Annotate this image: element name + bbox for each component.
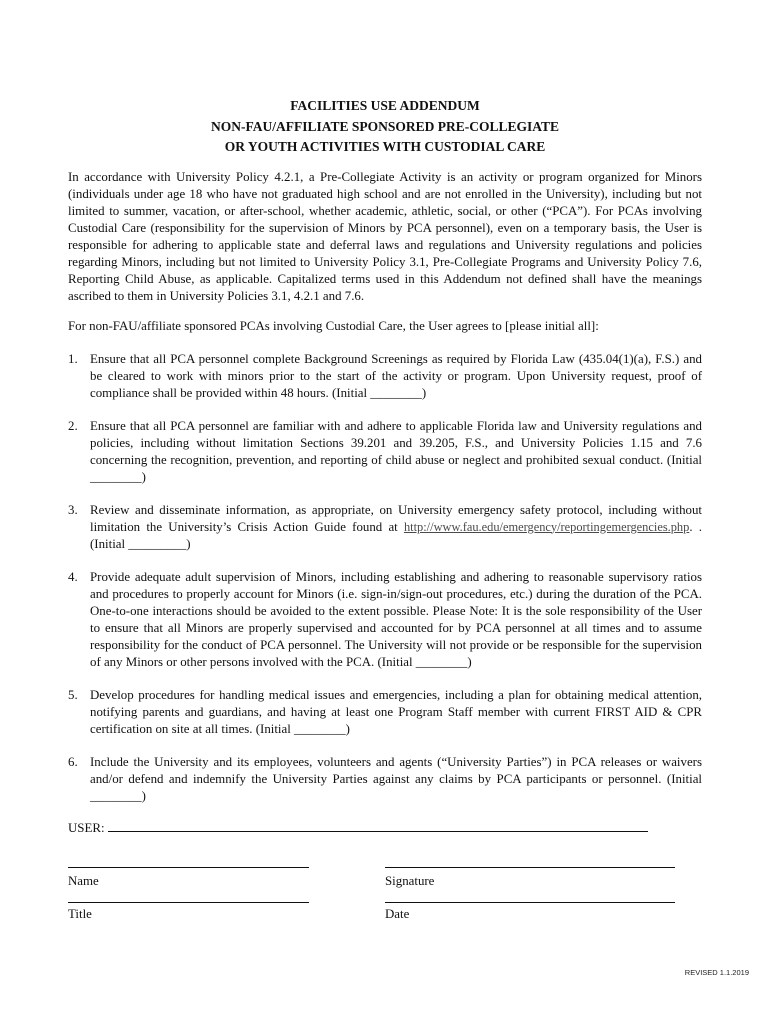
list-item — [68, 418, 702, 486]
title-line-1: FACILITIES USE ADDENDUM — [290, 98, 480, 113]
item-text-after: . . (Initial _________) — [90, 519, 702, 551]
signature-line[interactable] — [385, 867, 675, 868]
list-item — [68, 569, 702, 671]
title-label: Title — [68, 907, 92, 921]
revision-date: REVISED 1.1.2019 — [684, 968, 749, 977]
item-number: 1. — [68, 351, 78, 366]
list-item — [68, 687, 702, 738]
item-number: 3. — [68, 502, 78, 517]
item-text: Develop procedures for handling medical issues and emergencies, including a plan for obtaining medical attention, notifying parents and guardians, and having at least one Program Staff member with current FIRST AID & CPR certification on site at all times. (Initial ________) — [90, 687, 702, 736]
agree-statement: For non-FAU/affiliate sponsored PCAs involving Custodial Care, the User agrees to [please initial all]: — [68, 318, 599, 333]
intro-paragraph: In accordance with University Policy 4.2.1, a Pre-Collegiate Activity is an activity or program organized for Minors (individuals under age 18 who have not graduated high school and are not enrolled in the University), including but not limited to summer, vacation, or after-school, whether academic, athletic, social, or other (“PCA”). For PCAs involving Custodial Care (responsibility for the supervision of Minors by PCA personnel), even on a temporary basis, the User is responsible for adhering to applicable state and deferral laws and regulations and University regulations and policies regarding Minors, including but not limited to University Policy 3.1, Pre-Collegiate Programs and University Policy 7.6, Reporting Child Abuse, as applicable. Capitalized terms used in this Addendum not defined shall have the meanings ascribed to them in University Policies 3.1, 4.2.1 and 7.6. — [68, 169, 702, 303]
item-text: Ensure that all PCA personnel are familiar with and adhere to applicable Florida law and University regulations and policies, including without limitation Sections 39.201 and 39.205, F.S., and University Policies 1.15 and 7.6 concerning the recognition, prevention, and reporting of child abuse or neglect and prohibited sexual conduct. (Initial ________) — [90, 418, 702, 484]
item-number: 5. — [68, 687, 78, 702]
signature-label: Signature — [385, 874, 435, 888]
item-number: 4. — [68, 569, 78, 584]
item-text: Provide adequate adult supervision of Minors, including establishing and adhering to reasonable supervisory ratios and procedures to properly account for Minors (i.e. sign-in/sign-out procedures, etc.) during the duration of the PCA. One-to-one interactions should be avoided to the extent possible. Please Note: It is the sole responsibility of the User to ensure that all Minors are properly supervised and accounted for by PCA personnel at all times and to assume responsibility for the conduct of PCA personnel. The University will not provide or be responsible for the supervision of any Minors or other persons involved with the PCA. (Initial ________) — [90, 569, 702, 669]
addendum-document — [68, 96, 702, 837]
item-number: 6. — [68, 754, 78, 769]
user-field — [68, 819, 702, 837]
list-item — [68, 754, 702, 805]
date-line[interactable] — [385, 902, 675, 903]
title-signature-line[interactable] — [68, 902, 309, 903]
title-line-2: NON-FAU/AFFILIATE SPONSORED PRE-COLLEGIATE — [210, 118, 560, 134]
user-input-line[interactable] — [108, 819, 648, 832]
date-label: Date — [385, 907, 410, 921]
item-text: Ensure that all PCA personnel complete Background Screenings as required by Florida Law (435.04(1)(a), F.S.) and be cleared to work with minors prior to the start of the activity or program. Upon University request, proof of compliance shall be provided within 48 hours. (Initial ________) — [90, 351, 702, 400]
item-number: 2. — [68, 418, 78, 433]
name-label: Name — [68, 874, 99, 888]
item-text: Review and disseminate information, as appropriate, on University emergency safety protocol, including without limitation the University’s Crisis Action Guide found at — [90, 502, 702, 534]
list-item — [68, 502, 702, 553]
list-item — [68, 351, 702, 402]
title-line-3: OR YOUTH ACTIVITIES WITH CUSTODIAL CARE — [224, 139, 546, 154]
emergency-link[interactable]: http://www.fau.edu/emergency/reportingemergencies.php — [403, 519, 690, 534]
name-signature-line[interactable] — [68, 867, 309, 868]
item-text: Include the University and its employees, volunteers and agents (“University Parties”) in PCA releases or waivers and/or defend and indemnify the University Parties against any claims by PCA participants or personnel. (Initial ________) — [90, 754, 702, 803]
user-label: USER: — [68, 820, 105, 835]
